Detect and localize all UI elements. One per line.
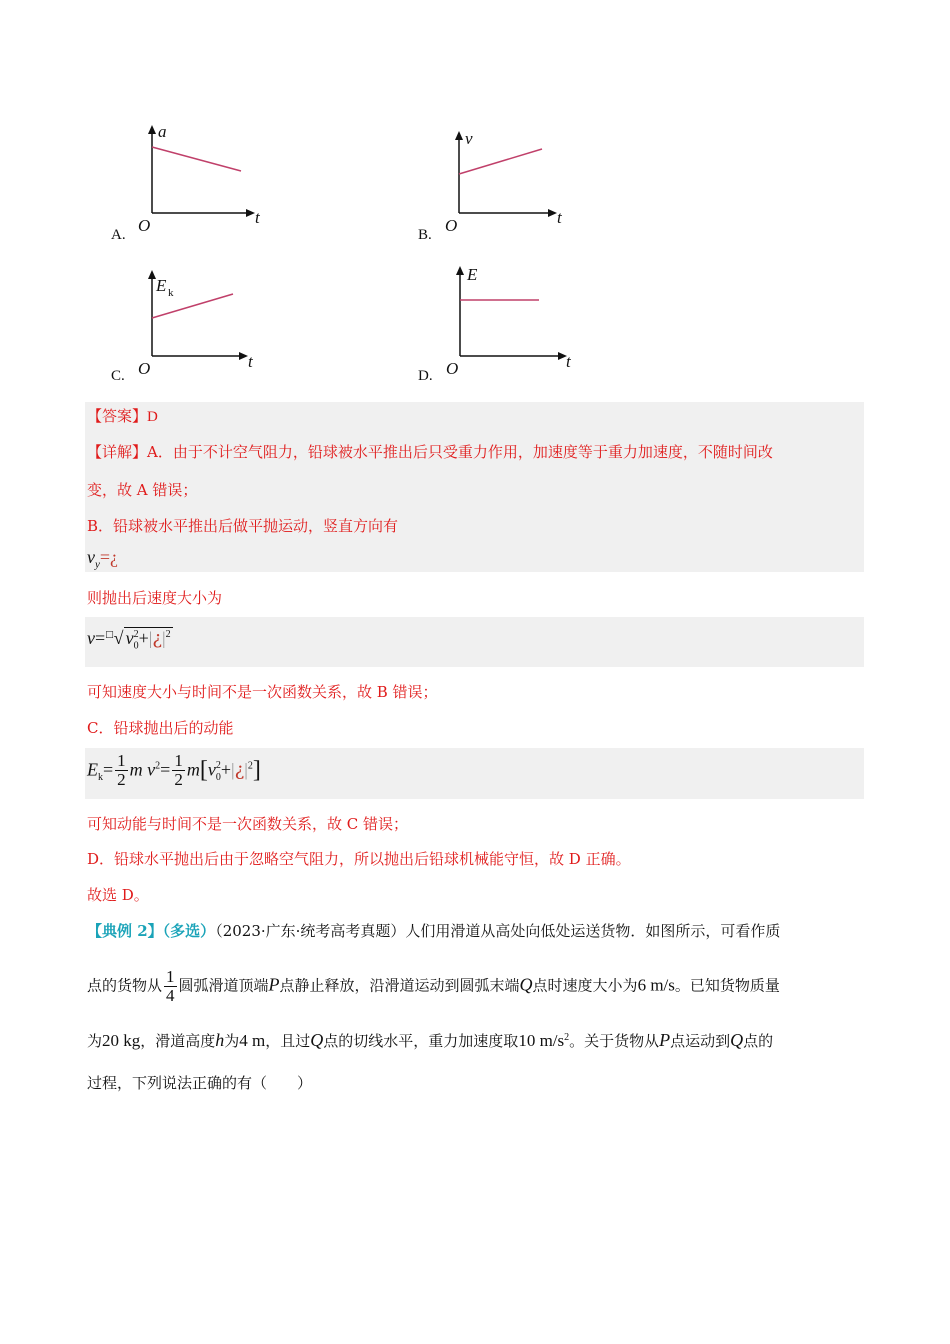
- graph-b-svg: [412, 122, 592, 247]
- graph-c-y-subscript: k: [168, 287, 174, 299]
- graph-b-y-label: v: [465, 129, 473, 148]
- answer-shade-2: [85, 617, 864, 667]
- graph-option-a[interactable]: [105, 122, 285, 247]
- graph-a-origin: O: [138, 216, 151, 235]
- graph-d-y-label: E: [467, 265, 478, 284]
- graph-a-svg: [105, 122, 285, 247]
- graph-d-origin: O: [446, 359, 459, 378]
- detail-b-line: B．铅球被水平推出后做平抛运动，竖直方向有: [87, 517, 399, 535]
- detail-a-line2: 变，故 A 错误；: [87, 481, 198, 499]
- graph-c-curve: [152, 294, 233, 318]
- example2-tag: 【典例 2】: [87, 922, 163, 940]
- graph-b-origin: O: [445, 216, 458, 235]
- example2-line1: [87, 920, 780, 941]
- answer-bracket: 【答案】: [87, 407, 148, 425]
- graph-d-svg: [412, 263, 592, 388]
- speed-equation: v=□√ $v_0^2+|¿|^2$: [87, 628, 171, 652]
- graph-option-b[interactable]: [412, 122, 592, 247]
- example2-line3: 为20 kg，滑道高度h为4 m，且过Q点的切线水平，重力加速度取10 $m/s^2$。关于货物从P点运动到Q点的: [87, 1030, 774, 1050]
- c-line: C．铅球抛出后的动能: [87, 719, 234, 737]
- graph-c-y-label: E: [156, 276, 167, 295]
- graph-a-y-label: a: [158, 122, 167, 141]
- graph-c-origin: O: [138, 359, 151, 378]
- graph-b-x-label: t: [557, 208, 562, 227]
- graph-c-x-label: t: [248, 352, 253, 371]
- answer-line: [87, 405, 158, 426]
- graph-option-c[interactable]: [105, 263, 285, 388]
- graph-a-x-label: t: [255, 208, 260, 227]
- vy-equation: $v_y=¿$: [87, 547, 119, 571]
- speed-intro: 则抛出后速度大小为: [87, 589, 223, 607]
- answer-shade-1: [85, 402, 864, 572]
- b-conclusion: 可知速度大小与时间不是一次函数关系，故 B 错误；: [87, 683, 438, 701]
- d-line: D．铅球水平抛出后由于忽略空气阻力，所以抛出后铅球机械能守恒，故 D 正确。: [87, 850, 631, 868]
- graph-c-svg: [105, 263, 285, 388]
- final-choice: 故选 D。: [87, 886, 149, 904]
- ek-equation: $E_k=$ $\frac{1}{2}$ m $v^2=$ $\frac{1}{2}$ $m[v_0^2+|¿|^2]$: [87, 751, 261, 789]
- answer-value: D: [147, 409, 158, 425]
- example2-line2: 点的货物从 $\frac{1}{4}$ 圆弧滑道顶端P点静止释放，沿滑道运动到圆弧末端Q点时速度大小为6 m/s。已知货物质量: [87, 967, 780, 1005]
- c-conclusion: 可知动能与时间不是一次函数关系，故 C 错误；: [87, 815, 409, 833]
- detail-a-text1: A．由于不计空气阻力，铅球被水平推出后只受重力作用，加速度等于重力加速度，不随时间改: [147, 443, 773, 461]
- example2-source: （2023·广东·统考高考真题）人们用滑道从高处向低处运送货物．如图所示，可看作质: [215, 922, 781, 940]
- graph-option-d[interactable]: [412, 263, 592, 388]
- vy-eq-text: =¿: [99, 547, 119, 567]
- option-a-label: A.: [111, 227, 126, 243]
- example2-multi: （多选）: [162, 922, 216, 940]
- graph-a-curve: [152, 147, 241, 171]
- option-b-label: B.: [418, 227, 432, 243]
- option-d-label: D.: [418, 368, 433, 384]
- graph-d-x-label: t: [566, 352, 571, 371]
- graph-b-curve: [459, 149, 542, 174]
- option-c-label: C.: [111, 368, 125, 384]
- detail-bracket: 【详解】: [87, 443, 148, 461]
- example2-line4: 过程，下列说法正确的有（ ）: [87, 1074, 313, 1092]
- detail-a-line1: [87, 441, 773, 462]
